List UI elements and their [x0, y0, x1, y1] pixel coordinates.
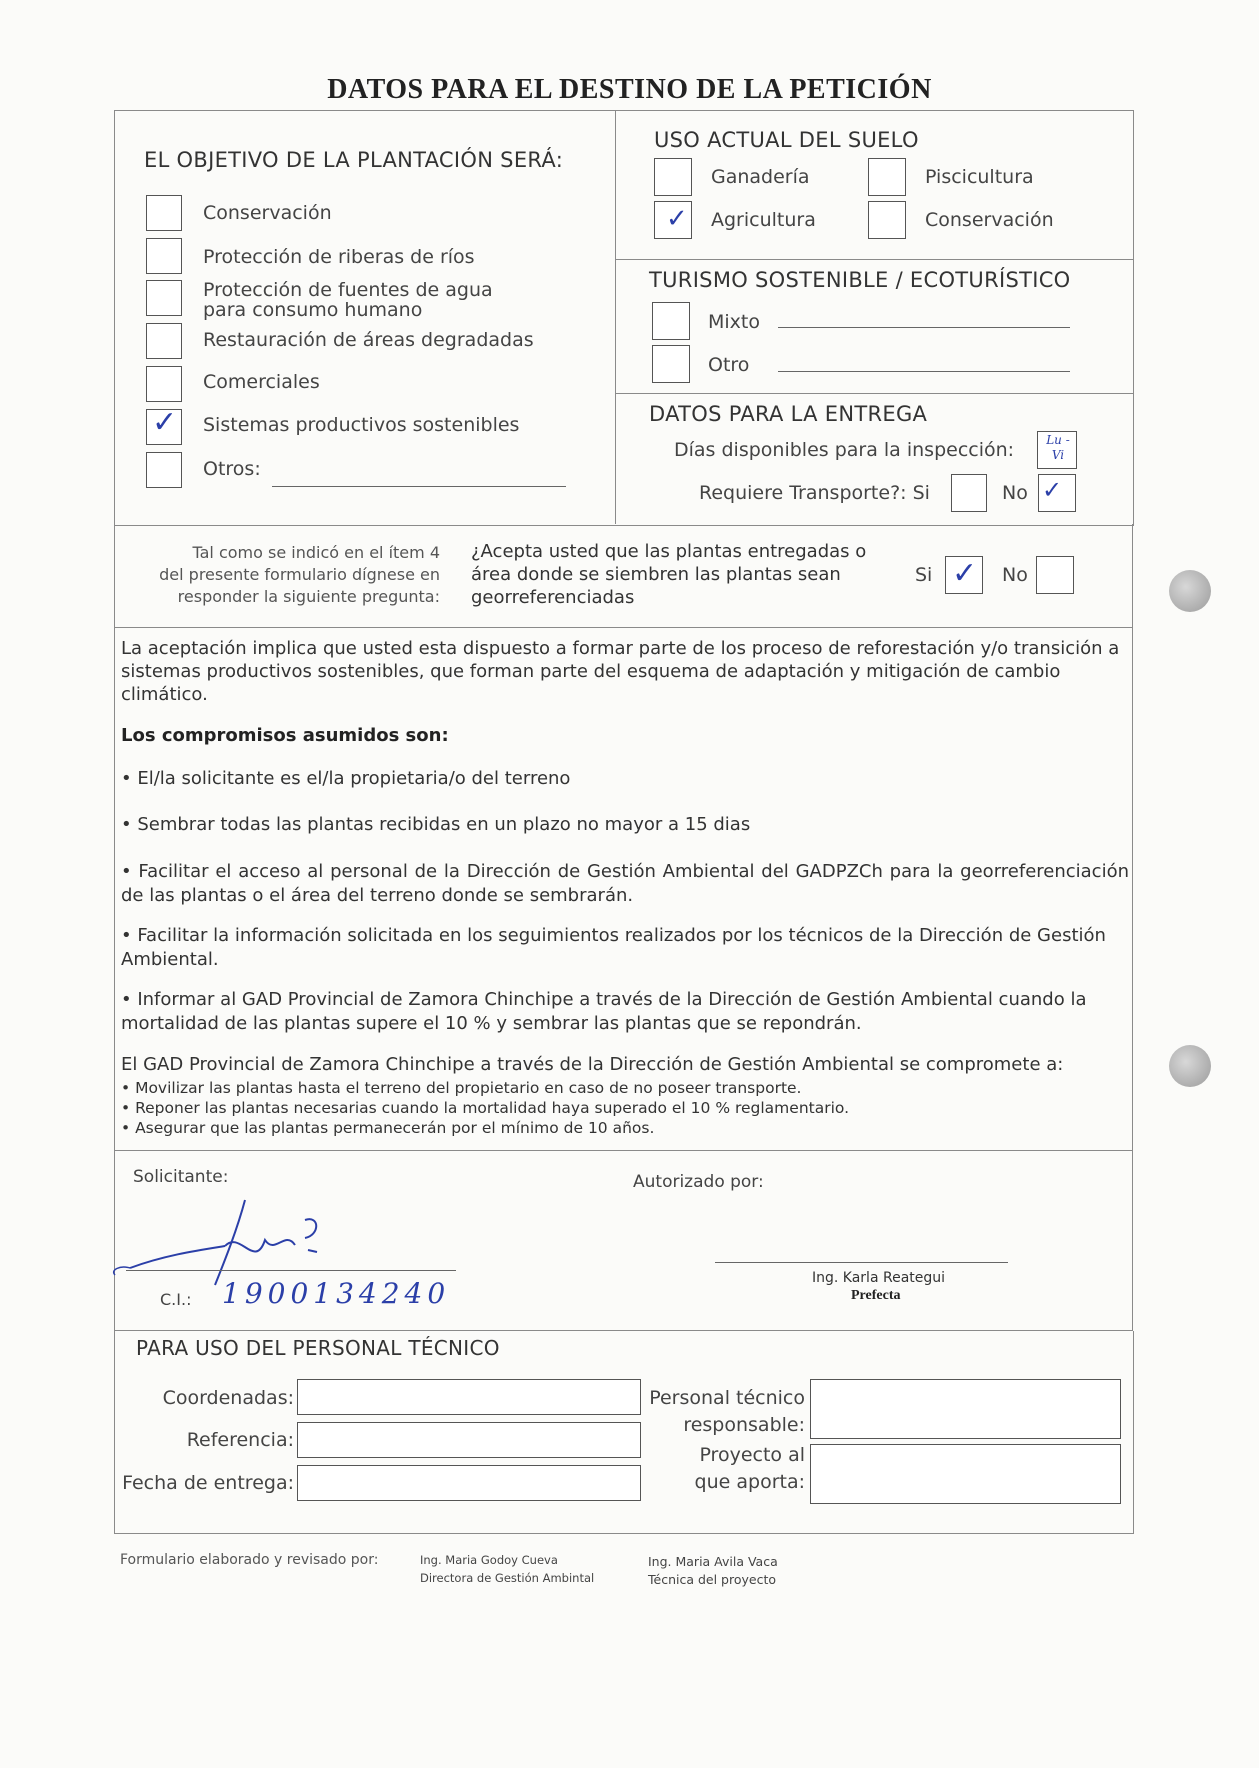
- option-conservacion: Conservación: [203, 202, 332, 224]
- transporte-no-label: No: [1002, 482, 1028, 504]
- footer-person2-name: Ing. Maria Avila Vaca: [648, 1554, 778, 1569]
- option-restauracion: Restauración de áreas degradadas: [203, 329, 534, 351]
- dias-label: Días disponibles para la inspección:: [674, 439, 1015, 461]
- compromiso-item: • Facilitar la información solicitada en los seguimientos realizados por los técnicos de la Dirección de Gestión Ambiental.: [121, 925, 1106, 970]
- option-fuentes-agua: Protección de fuentes de agua: [203, 279, 493, 301]
- autorizado-name: Ing. Karla Reategui: [812, 1270, 946, 1286]
- checkbox-comerciales[interactable]: [146, 366, 182, 402]
- transporte-si-box[interactable]: [951, 474, 987, 512]
- option-otros: Otros:: [203, 458, 261, 480]
- coordenadas-field[interactable]: [297, 1379, 641, 1415]
- footer-person1-role: Directora de Gestión Ambintal: [420, 1571, 595, 1585]
- otros-line[interactable]: [272, 486, 566, 487]
- checkbox-otros[interactable]: [146, 452, 182, 488]
- checkbox-otro[interactable]: [652, 345, 690, 383]
- tecnico-heading: PARA USO DEL PERSONAL TÉCNICO: [136, 1336, 500, 1360]
- fecha-entrega-label: Fecha de entrega:: [122, 1472, 294, 1494]
- footer-label: Formulario elaborado y revisado por:: [120, 1552, 379, 1568]
- georef-no-box[interactable]: [1036, 556, 1074, 594]
- option-sistemas-productivos: Sistemas productivos sostenibles: [203, 414, 520, 436]
- ci-label: C.I.:: [160, 1290, 192, 1309]
- proyecto-label: Proyecto al que aporta:: [694, 1444, 805, 1493]
- signature-image: [105, 1160, 365, 1295]
- checkbox-restauracion[interactable]: [146, 323, 182, 359]
- checkbox-conservacion-suelo[interactable]: [868, 201, 906, 239]
- georef-question: ¿Acepta usted que las plantas entregadas o área donde se siembren las plantas sean georreferenciadas: [471, 541, 867, 608]
- page-title: DATOS PARA EL DESTINO DE LA PETICIÓN: [327, 74, 932, 105]
- georef-instruction: Tal como se indicó en el ítem 4 del presente formulario dígnese en responder la siguiente pregunta:: [159, 543, 440, 606]
- gad-items: [121, 1078, 849, 1138]
- objetivo-heading: EL OBJETIVO DE LA PLANTACIÓN SERÁ:: [144, 148, 564, 172]
- checkbox-ganaderia[interactable]: [654, 158, 692, 196]
- responsable-field[interactable]: [810, 1379, 1121, 1439]
- uso-suelo-heading: USO ACTUAL DEL SUELO: [654, 128, 919, 152]
- option-piscicultura: Piscicultura: [925, 166, 1034, 188]
- footer-person1-name: Ing. Maria Godoy Cueva: [420, 1553, 558, 1567]
- referencia-label: Referencia:: [186, 1429, 294, 1451]
- check-mark-icon: ✓: [152, 405, 178, 440]
- footer-person1: [420, 1551, 594, 1587]
- compromiso-item: • Facilitar el acceso al personal de la Dirección de Gestión Ambiental del GADPZCh para la georreferenciación de las plantas o el área del terreno donde se sembrarán.: [121, 861, 1129, 906]
- punch-hole-icon: [1169, 1045, 1211, 1087]
- check-mark-icon: ✓: [666, 204, 688, 234]
- check-mark-icon: ✓: [952, 556, 978, 591]
- check-mark-icon: ✓: [1042, 476, 1063, 504]
- solicitante-label: Solicitante:: [133, 1167, 229, 1187]
- ci-value: 1900134240: [222, 1277, 451, 1310]
- compromisos-heading: Los compromisos asumidos son:: [121, 725, 449, 746]
- footer-person2: [648, 1553, 778, 1589]
- compromiso-item: • El/la solicitante es el/la propietaria/o del terreno: [121, 768, 571, 789]
- footer-person2-role: Técnica del proyecto: [648, 1572, 777, 1587]
- responsable-label: Personal técnico responsable:: [649, 1387, 805, 1436]
- gad-heading: El GAD Provincial de Zamora Chinchipe a través de la Dirección de Gestión Ambiental se compromete a:: [121, 1054, 1064, 1075]
- dias-value: Lu - Vi: [1046, 433, 1070, 462]
- gad-item: • Movilizar las plantas hasta el terreno del propietario en caso de no poseer transporte.: [121, 1079, 802, 1097]
- checkbox-riberas[interactable]: [146, 238, 182, 274]
- option-riberas: Protección de riberas de ríos: [203, 246, 475, 268]
- option-fuentes-agua-line2: para consumo humano: [203, 299, 423, 321]
- checkbox-piscicultura[interactable]: [868, 158, 906, 196]
- otro-line[interactable]: [778, 371, 1070, 372]
- proyecto-field[interactable]: [810, 1444, 1121, 1504]
- georef-no-label: No: [1002, 564, 1028, 586]
- autorizado-label: Autorizado por:: [633, 1172, 764, 1192]
- option-otro: Otro: [708, 354, 750, 376]
- option-mixto: Mixto: [708, 311, 760, 333]
- compromiso-item: • Informar al GAD Provincial de Zamora Chinchipe a través de la Dirección de Gestión Ambiental cuando la mortalidad de las plantas supere el 10 % y sembrar las plantas que se repondrán.: [121, 989, 1087, 1034]
- checkbox-mixto[interactable]: [652, 302, 690, 340]
- option-ganaderia: Ganadería: [711, 166, 810, 188]
- gad-item: • Asegurar que las plantas permanecerán por el mínimo de 10 años.: [121, 1119, 655, 1137]
- compromiso-item: • Sembrar todas las plantas recibidas en un plazo no mayor a 15 dias: [121, 814, 751, 835]
- autorizado-role: Prefecta: [851, 1288, 901, 1303]
- georef-si-label: Si: [915, 564, 933, 586]
- checkbox-conservacion[interactable]: [146, 195, 182, 231]
- turismo-heading: TURISMO SOSTENIBLE / ECOTURÍSTICO: [649, 268, 1071, 292]
- gad-item: • Reponer las plantas necesarias cuando la mortalidad haya superado el 10 % reglamentario.: [121, 1099, 850, 1117]
- checkbox-fuentes-agua[interactable]: [146, 280, 182, 316]
- option-conservacion-suelo: Conservación: [925, 209, 1054, 231]
- transporte-label: Requiere Transporte?: Si: [699, 482, 930, 504]
- referencia-field[interactable]: [297, 1422, 641, 1458]
- fecha-entrega-field[interactable]: [297, 1465, 641, 1501]
- mixto-line[interactable]: [778, 327, 1070, 328]
- punch-hole-icon: [1169, 570, 1211, 612]
- option-comerciales: Comerciales: [203, 371, 320, 393]
- compromisos-intro: La aceptación implica que usted esta dispuesto a formar parte de los proceso de reforestación y/o transición a sistemas productivos sostenibles, que forman parte del esquema de adaptación y mitigación de cambio climático.: [121, 638, 1120, 705]
- entrega-heading: DATOS PARA LA ENTREGA: [649, 402, 928, 426]
- option-agricultura: Agricultura: [711, 209, 816, 231]
- coordenadas-label: Coordenadas:: [162, 1387, 294, 1409]
